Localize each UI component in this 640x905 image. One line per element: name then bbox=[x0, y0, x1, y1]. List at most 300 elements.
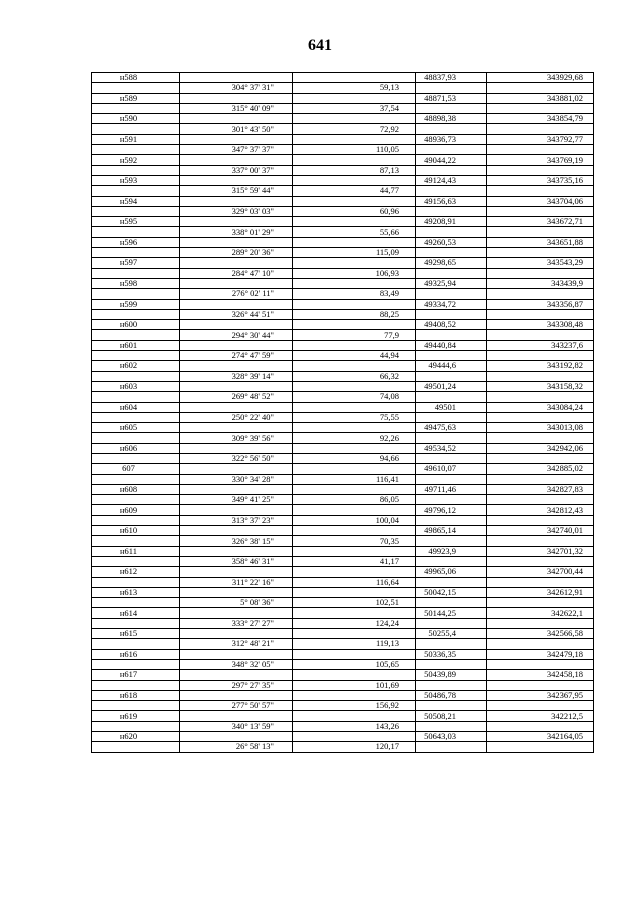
distance-cell: 120,17 bbox=[293, 742, 416, 752]
point-row bbox=[92, 134, 594, 144]
point-number-cell: н592 bbox=[92, 155, 180, 165]
y-coordinate-cell: 342479,18 bbox=[487, 649, 594, 659]
x-coordinate-cell: 50486,78 bbox=[416, 690, 487, 700]
segment-row bbox=[92, 165, 594, 175]
x-coordinate-cell: 49965,06 bbox=[416, 567, 487, 577]
point-row bbox=[92, 175, 594, 185]
x-coordinate-cell: 49534,52 bbox=[416, 443, 487, 453]
point-number-cell: н612 bbox=[92, 567, 180, 577]
point-row bbox=[92, 629, 594, 639]
x-coordinate-cell: 49156,63 bbox=[416, 196, 487, 206]
bearing-angle-cell: 289° 20' 36" bbox=[180, 248, 293, 258]
segment-row bbox=[92, 639, 594, 649]
x-coordinate-cell bbox=[416, 742, 487, 752]
y-coordinate-cell: 342885,02 bbox=[487, 464, 594, 474]
x-coordinate-cell: 49260,53 bbox=[416, 237, 487, 247]
y-coordinate-cell: 342566,58 bbox=[487, 629, 594, 639]
distance-cell bbox=[293, 278, 416, 288]
distance-cell bbox=[293, 629, 416, 639]
point-number-cell: н618 bbox=[92, 690, 180, 700]
distance-cell: 75,55 bbox=[293, 412, 416, 422]
bearing-angle-cell bbox=[180, 649, 293, 659]
distance-cell bbox=[293, 670, 416, 680]
x-coordinate-cell: 49501 bbox=[416, 402, 487, 412]
point-row bbox=[92, 320, 594, 330]
x-coordinate-cell: 49334,72 bbox=[416, 299, 487, 309]
y-coordinate-cell bbox=[487, 453, 594, 463]
x-coordinate-cell bbox=[416, 206, 487, 216]
distance-cell: 70,35 bbox=[293, 536, 416, 546]
x-coordinate-cell: 49923,9 bbox=[416, 546, 487, 556]
distance-cell bbox=[293, 134, 416, 144]
y-coordinate-cell: 342622,1 bbox=[487, 608, 594, 618]
distance-cell: 88,25 bbox=[293, 309, 416, 319]
y-coordinate-cell: 342458,18 bbox=[487, 670, 594, 680]
distance-cell: 105,65 bbox=[293, 659, 416, 669]
distance-cell bbox=[293, 73, 416, 83]
y-coordinate-cell bbox=[487, 83, 594, 93]
point-row bbox=[92, 608, 594, 618]
distance-cell bbox=[293, 114, 416, 124]
point-row bbox=[92, 690, 594, 700]
distance-cell: 41,17 bbox=[293, 556, 416, 566]
y-coordinate-cell bbox=[487, 680, 594, 690]
segment-row bbox=[92, 145, 594, 155]
distance-cell: 37,54 bbox=[293, 103, 416, 113]
point-number-cell: н591 bbox=[92, 134, 180, 144]
distance-cell: 74,08 bbox=[293, 392, 416, 402]
bearing-angle-cell bbox=[180, 587, 293, 597]
point-number-cell bbox=[92, 289, 180, 299]
x-coordinate-cell: 48898,38 bbox=[416, 114, 487, 124]
point-number-cell: н601 bbox=[92, 340, 180, 350]
x-coordinate-cell bbox=[416, 412, 487, 422]
segment-row bbox=[92, 453, 594, 463]
distance-cell: 110,05 bbox=[293, 145, 416, 155]
bearing-angle-cell: 337° 00' 37" bbox=[180, 165, 293, 175]
y-coordinate-cell bbox=[487, 103, 594, 113]
coordinates-table bbox=[91, 72, 594, 753]
bearing-angle-cell bbox=[180, 320, 293, 330]
point-number-cell: н588 bbox=[92, 73, 180, 83]
segment-row bbox=[92, 186, 594, 196]
coordinates-table-body bbox=[92, 73, 594, 753]
bearing-angle-cell bbox=[180, 423, 293, 433]
distance-cell bbox=[293, 526, 416, 536]
x-coordinate-cell: 49711,46 bbox=[416, 484, 487, 494]
bearing-angle-cell bbox=[180, 361, 293, 371]
x-coordinate-cell bbox=[416, 186, 487, 196]
y-coordinate-cell bbox=[487, 268, 594, 278]
point-row bbox=[92, 299, 594, 309]
y-coordinate-cell bbox=[487, 536, 594, 546]
distance-cell bbox=[293, 340, 416, 350]
distance-cell: 59,13 bbox=[293, 83, 416, 93]
distance-cell bbox=[293, 484, 416, 494]
bearing-angle-cell: 309° 39' 56" bbox=[180, 433, 293, 443]
bearing-angle-cell bbox=[180, 196, 293, 206]
x-coordinate-cell bbox=[416, 145, 487, 155]
point-number-cell: н619 bbox=[92, 711, 180, 721]
point-number-cell bbox=[92, 433, 180, 443]
distance-cell: 92,26 bbox=[293, 433, 416, 443]
bearing-angle-cell bbox=[180, 278, 293, 288]
y-coordinate-cell bbox=[487, 598, 594, 608]
x-coordinate-cell: 50508,21 bbox=[416, 711, 487, 721]
y-coordinate-cell: 342212,5 bbox=[487, 711, 594, 721]
point-number-cell bbox=[92, 701, 180, 711]
bearing-angle-cell bbox=[180, 629, 293, 639]
point-number-cell bbox=[92, 145, 180, 155]
point-row bbox=[92, 711, 594, 721]
y-coordinate-cell: 343651,88 bbox=[487, 237, 594, 247]
segment-row bbox=[92, 412, 594, 422]
y-coordinate-cell: 343672,71 bbox=[487, 217, 594, 227]
distance-cell bbox=[293, 423, 416, 433]
point-number-cell: н620 bbox=[92, 732, 180, 742]
bearing-angle-cell bbox=[180, 155, 293, 165]
distance-cell: 156,92 bbox=[293, 701, 416, 711]
y-coordinate-cell: 342164,05 bbox=[487, 732, 594, 742]
x-coordinate-cell: 49610,07 bbox=[416, 464, 487, 474]
x-coordinate-cell bbox=[416, 474, 487, 484]
distance-cell bbox=[293, 690, 416, 700]
point-row bbox=[92, 484, 594, 494]
point-row bbox=[92, 196, 594, 206]
segment-row bbox=[92, 351, 594, 361]
distance-cell: 106,93 bbox=[293, 268, 416, 278]
y-coordinate-cell bbox=[487, 165, 594, 175]
bearing-angle-cell: 301° 43' 50" bbox=[180, 124, 293, 134]
point-number-cell bbox=[92, 309, 180, 319]
y-coordinate-cell: 343439,9 bbox=[487, 278, 594, 288]
distance-cell bbox=[293, 237, 416, 247]
segment-row bbox=[92, 515, 594, 525]
y-coordinate-cell: 343704,06 bbox=[487, 196, 594, 206]
distance-cell: 116,64 bbox=[293, 577, 416, 587]
distance-cell bbox=[293, 608, 416, 618]
y-coordinate-cell bbox=[487, 618, 594, 628]
bearing-angle-cell: 340° 13' 59" bbox=[180, 721, 293, 731]
distance-cell bbox=[293, 258, 416, 268]
x-coordinate-cell bbox=[416, 371, 487, 381]
point-row bbox=[92, 258, 594, 268]
point-number-cell: н615 bbox=[92, 629, 180, 639]
x-coordinate-cell: 49124,43 bbox=[416, 175, 487, 185]
x-coordinate-cell bbox=[416, 392, 487, 402]
y-coordinate-cell bbox=[487, 309, 594, 319]
bearing-angle-cell bbox=[180, 93, 293, 103]
x-coordinate-cell: 49298,65 bbox=[416, 258, 487, 268]
bearing-angle-cell: 276° 02' 11" bbox=[180, 289, 293, 299]
bearing-angle-cell: 328° 39' 14" bbox=[180, 371, 293, 381]
segment-row bbox=[92, 309, 594, 319]
segment-row bbox=[92, 577, 594, 587]
point-row bbox=[92, 340, 594, 350]
point-number-cell: н589 bbox=[92, 93, 180, 103]
y-coordinate-cell bbox=[487, 556, 594, 566]
y-coordinate-cell bbox=[487, 227, 594, 237]
segment-row bbox=[92, 721, 594, 731]
distance-cell: 101,69 bbox=[293, 680, 416, 690]
bearing-angle-cell: 26° 58' 13" bbox=[180, 742, 293, 752]
distance-cell bbox=[293, 464, 416, 474]
y-coordinate-cell bbox=[487, 659, 594, 669]
point-number-cell bbox=[92, 268, 180, 278]
point-number-cell bbox=[92, 577, 180, 587]
point-row bbox=[92, 217, 594, 227]
distance-cell bbox=[293, 505, 416, 515]
distance-cell bbox=[293, 175, 416, 185]
y-coordinate-cell: 343013,08 bbox=[487, 423, 594, 433]
point-number-cell: н606 bbox=[92, 443, 180, 453]
x-coordinate-cell: 49796,12 bbox=[416, 505, 487, 515]
point-row bbox=[92, 649, 594, 659]
point-number-cell bbox=[92, 206, 180, 216]
point-number-cell bbox=[92, 392, 180, 402]
point-number-cell bbox=[92, 83, 180, 93]
x-coordinate-cell: 50439,89 bbox=[416, 670, 487, 680]
distance-cell: 44,94 bbox=[293, 351, 416, 361]
point-row bbox=[92, 237, 594, 247]
bearing-angle-cell bbox=[180, 237, 293, 247]
point-row bbox=[92, 505, 594, 515]
bearing-angle-cell: 274° 47' 59" bbox=[180, 351, 293, 361]
point-number-cell: н594 bbox=[92, 196, 180, 206]
point-number-cell: н603 bbox=[92, 381, 180, 391]
y-coordinate-cell bbox=[487, 145, 594, 155]
bearing-angle-cell: 294° 30' 44" bbox=[180, 330, 293, 340]
point-row bbox=[92, 381, 594, 391]
x-coordinate-cell bbox=[416, 124, 487, 134]
point-number-cell bbox=[92, 618, 180, 628]
bearing-angle-cell: 322° 56' 50" bbox=[180, 453, 293, 463]
point-number-cell: н617 bbox=[92, 670, 180, 680]
bearing-angle-cell: 269° 48' 52" bbox=[180, 392, 293, 402]
bearing-angle-cell: 277° 50' 57" bbox=[180, 701, 293, 711]
point-number-cell bbox=[92, 186, 180, 196]
bearing-angle-cell: 329° 03' 03" bbox=[180, 206, 293, 216]
bearing-angle-cell bbox=[180, 340, 293, 350]
distance-cell: 44,77 bbox=[293, 186, 416, 196]
y-coordinate-cell: 342367,95 bbox=[487, 690, 594, 700]
y-coordinate-cell: 343308,48 bbox=[487, 320, 594, 330]
bearing-angle-cell bbox=[180, 217, 293, 227]
bearing-angle-cell bbox=[180, 484, 293, 494]
y-coordinate-cell bbox=[487, 206, 594, 216]
y-coordinate-cell bbox=[487, 515, 594, 525]
segment-row bbox=[92, 268, 594, 278]
bearing-angle-cell: 313° 37' 23" bbox=[180, 515, 293, 525]
y-coordinate-cell bbox=[487, 248, 594, 258]
point-number-cell: н610 bbox=[92, 526, 180, 536]
y-coordinate-cell bbox=[487, 330, 594, 340]
x-coordinate-cell: 49475,63 bbox=[416, 423, 487, 433]
point-number-cell: н600 bbox=[92, 320, 180, 330]
segment-row bbox=[92, 680, 594, 690]
x-coordinate-cell: 49501,24 bbox=[416, 381, 487, 391]
y-coordinate-cell bbox=[487, 701, 594, 711]
y-coordinate-cell: 342827,83 bbox=[487, 484, 594, 494]
x-coordinate-cell bbox=[416, 701, 487, 711]
point-row bbox=[92, 155, 594, 165]
distance-cell bbox=[293, 546, 416, 556]
distance-cell bbox=[293, 320, 416, 330]
y-coordinate-cell: 342700,44 bbox=[487, 567, 594, 577]
y-coordinate-cell: 342612,91 bbox=[487, 587, 594, 597]
point-number-cell: н604 bbox=[92, 402, 180, 412]
point-number-cell bbox=[92, 474, 180, 484]
distance-cell: 55,66 bbox=[293, 227, 416, 237]
bearing-angle-cell bbox=[180, 526, 293, 536]
y-coordinate-cell bbox=[487, 433, 594, 443]
bearing-angle-cell bbox=[180, 546, 293, 556]
page-number: 641 bbox=[308, 37, 332, 54]
x-coordinate-cell bbox=[416, 618, 487, 628]
y-coordinate-cell: 343854,79 bbox=[487, 114, 594, 124]
x-coordinate-cell bbox=[416, 453, 487, 463]
bearing-angle-cell bbox=[180, 505, 293, 515]
segment-row bbox=[92, 83, 594, 93]
y-coordinate-cell: 342942,06 bbox=[487, 443, 594, 453]
distance-cell bbox=[293, 649, 416, 659]
point-number-cell: н614 bbox=[92, 608, 180, 618]
x-coordinate-cell bbox=[416, 598, 487, 608]
x-coordinate-cell: 50042,15 bbox=[416, 587, 487, 597]
point-number-cell: н602 bbox=[92, 361, 180, 371]
y-coordinate-cell: 343543,29 bbox=[487, 258, 594, 268]
distance-cell: 94,66 bbox=[293, 453, 416, 463]
point-number-cell bbox=[92, 495, 180, 505]
bearing-angle-cell: 347° 37' 37" bbox=[180, 145, 293, 155]
segment-row bbox=[92, 742, 594, 752]
y-coordinate-cell: 342812,43 bbox=[487, 505, 594, 515]
x-coordinate-cell bbox=[416, 103, 487, 113]
bearing-angle-cell bbox=[180, 402, 293, 412]
point-number-cell bbox=[92, 103, 180, 113]
point-row bbox=[92, 278, 594, 288]
point-row bbox=[92, 526, 594, 536]
segment-row bbox=[92, 598, 594, 608]
bearing-angle-cell: 315° 40' 09" bbox=[180, 103, 293, 113]
segment-row bbox=[92, 371, 594, 381]
bearing-angle-cell: 284° 47' 10" bbox=[180, 268, 293, 278]
segment-row bbox=[92, 659, 594, 669]
segment-row bbox=[92, 495, 594, 505]
y-coordinate-cell: 343735,16 bbox=[487, 175, 594, 185]
segment-row bbox=[92, 556, 594, 566]
bearing-angle-cell bbox=[180, 567, 293, 577]
y-coordinate-cell: 342701,32 bbox=[487, 546, 594, 556]
point-row bbox=[92, 402, 594, 412]
bearing-angle-cell bbox=[180, 114, 293, 124]
distance-cell: 124,24 bbox=[293, 618, 416, 628]
bearing-angle-cell: 5° 08' 36" bbox=[180, 598, 293, 608]
x-coordinate-cell bbox=[416, 577, 487, 587]
x-coordinate-cell bbox=[416, 680, 487, 690]
point-row bbox=[92, 443, 594, 453]
segment-row bbox=[92, 289, 594, 299]
x-coordinate-cell bbox=[416, 659, 487, 669]
point-number-cell: н599 bbox=[92, 299, 180, 309]
segment-row bbox=[92, 433, 594, 443]
x-coordinate-cell: 48871,53 bbox=[416, 93, 487, 103]
point-number-cell: н597 bbox=[92, 258, 180, 268]
bearing-angle-cell: 358° 46' 31" bbox=[180, 556, 293, 566]
bearing-angle-cell bbox=[180, 73, 293, 83]
bearing-angle-cell bbox=[180, 690, 293, 700]
point-number-cell: н605 bbox=[92, 423, 180, 433]
y-coordinate-cell: 343356,87 bbox=[487, 299, 594, 309]
point-row bbox=[92, 546, 594, 556]
bearing-angle-cell bbox=[180, 670, 293, 680]
y-coordinate-cell: 343769,19 bbox=[487, 155, 594, 165]
point-row bbox=[92, 361, 594, 371]
distance-cell: 77,9 bbox=[293, 330, 416, 340]
x-coordinate-cell: 50255,4 bbox=[416, 629, 487, 639]
distance-cell: 100,04 bbox=[293, 515, 416, 525]
bearing-angle-cell bbox=[180, 299, 293, 309]
point-number-cell bbox=[92, 598, 180, 608]
x-coordinate-cell bbox=[416, 495, 487, 505]
segment-row bbox=[92, 392, 594, 402]
point-row bbox=[92, 93, 594, 103]
distance-cell bbox=[293, 732, 416, 742]
y-coordinate-cell bbox=[487, 412, 594, 422]
y-coordinate-cell: 343929,68 bbox=[487, 73, 594, 83]
distance-cell: 87,13 bbox=[293, 165, 416, 175]
x-coordinate-cell bbox=[416, 351, 487, 361]
y-coordinate-cell bbox=[487, 289, 594, 299]
point-number-cell bbox=[92, 412, 180, 422]
x-coordinate-cell bbox=[416, 330, 487, 340]
point-number-cell bbox=[92, 165, 180, 175]
distance-cell bbox=[293, 196, 416, 206]
distance-cell: 86,05 bbox=[293, 495, 416, 505]
point-number-cell bbox=[92, 556, 180, 566]
x-coordinate-cell: 49408,52 bbox=[416, 320, 487, 330]
segment-row bbox=[92, 103, 594, 113]
point-number-cell bbox=[92, 330, 180, 340]
distance-cell bbox=[293, 402, 416, 412]
y-coordinate-cell: 343881,02 bbox=[487, 93, 594, 103]
segment-row bbox=[92, 618, 594, 628]
point-number-cell bbox=[92, 515, 180, 525]
x-coordinate-cell: 50336,35 bbox=[416, 649, 487, 659]
point-number-cell: н598 bbox=[92, 278, 180, 288]
y-coordinate-cell bbox=[487, 639, 594, 649]
distance-cell bbox=[293, 155, 416, 165]
x-coordinate-cell bbox=[416, 289, 487, 299]
bearing-angle-cell bbox=[180, 175, 293, 185]
distance-cell bbox=[293, 299, 416, 309]
x-coordinate-cell bbox=[416, 83, 487, 93]
bearing-angle-cell bbox=[180, 381, 293, 391]
distance-cell: 115,09 bbox=[293, 248, 416, 258]
point-row bbox=[92, 670, 594, 680]
y-coordinate-cell bbox=[487, 742, 594, 752]
bearing-angle-cell bbox=[180, 258, 293, 268]
y-coordinate-cell bbox=[487, 371, 594, 381]
point-row bbox=[92, 114, 594, 124]
point-number-cell: 607 bbox=[92, 464, 180, 474]
bearing-angle-cell bbox=[180, 443, 293, 453]
x-coordinate-cell: 50643,03 bbox=[416, 732, 487, 742]
x-coordinate-cell bbox=[416, 556, 487, 566]
point-number-cell: н593 bbox=[92, 175, 180, 185]
distance-cell: 83,49 bbox=[293, 289, 416, 299]
x-coordinate-cell bbox=[416, 721, 487, 731]
